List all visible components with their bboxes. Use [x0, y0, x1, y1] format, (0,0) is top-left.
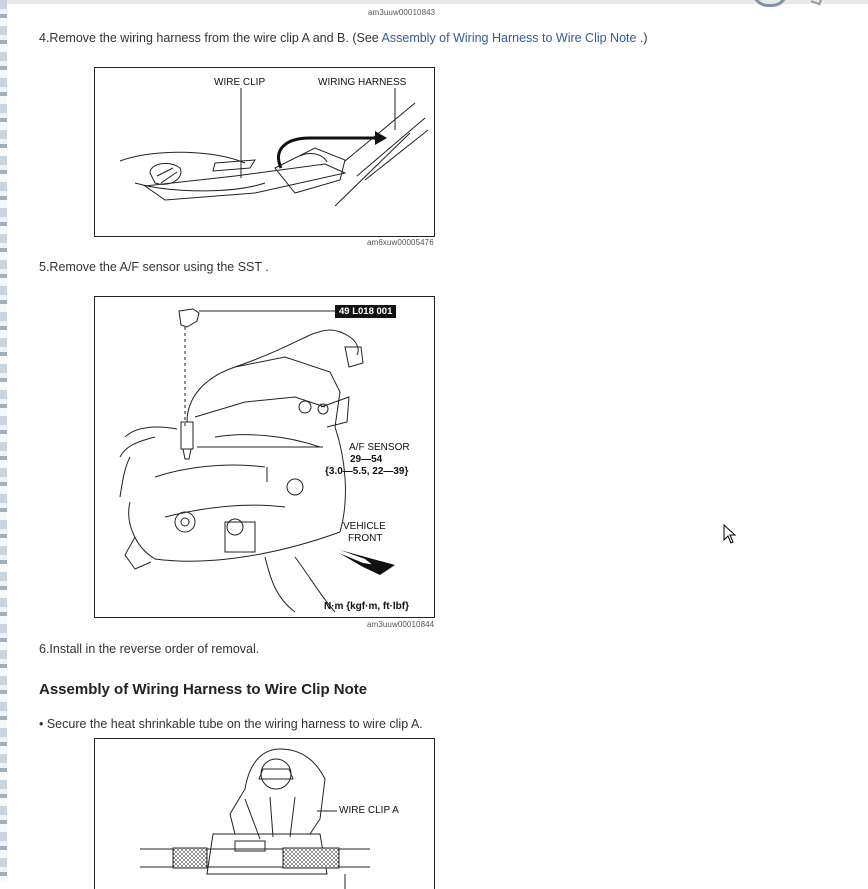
label-wire-clip-a: WIRE CLIP A — [339, 805, 399, 816]
step-6: 6.Install in the reverse order of removal. — [39, 642, 260, 656]
figure-code-2: am3uuw00010844 — [367, 620, 435, 629]
figure-wire-clip — [94, 67, 435, 237]
bullet-note: • Secure the heat shrinkable tube on the wiring harness to wire clip A. — [39, 717, 423, 731]
torque-nm: 29—54 — [350, 454, 383, 465]
step-4 — [39, 31, 648, 45]
label-wire-clip: WIRE CLIP — [214, 77, 266, 88]
label-af-sensor: A/F SENSOR — [349, 442, 410, 453]
wire-clip-illustration — [95, 68, 434, 236]
figure-af-sensor — [94, 296, 435, 618]
sst-number: 49 L018 001 — [335, 305, 396, 318]
step-4-end: .) — [636, 31, 648, 45]
figure-code-1: am6xuw00005476 — [367, 238, 434, 247]
mouse-cursor-icon — [723, 524, 737, 544]
unit-label: N·m {kgf·m, ft·lbf} — [324, 601, 409, 612]
figure-wire-clip-a — [94, 738, 435, 889]
assembly-note-link[interactable]: Assembly of Wiring Harness to Wire Clip Note — [381, 31, 637, 45]
left-window-edge — [0, 0, 7, 882]
label-front: FRONT — [348, 533, 383, 544]
torque-alt: {3.0—5.5, 22—39} — [325, 466, 409, 477]
label-vehicle: VEHICLE — [343, 521, 386, 532]
figure-code-top: am3uuw00010843 — [368, 8, 436, 17]
step-5: 5.Remove the A/F sensor using the SST . — [39, 260, 269, 274]
af-sensor-illustration — [95, 297, 434, 617]
top-scroll-edge — [0, 0, 868, 4]
section-heading: Assembly of Wiring Harness to Wire Clip Note — [39, 681, 368, 698]
label-wiring-harness: WIRING HARNESS — [318, 77, 407, 88]
step-4-text: 4.Remove the wiring harness from the wire clip A and B. (See — [39, 31, 382, 45]
